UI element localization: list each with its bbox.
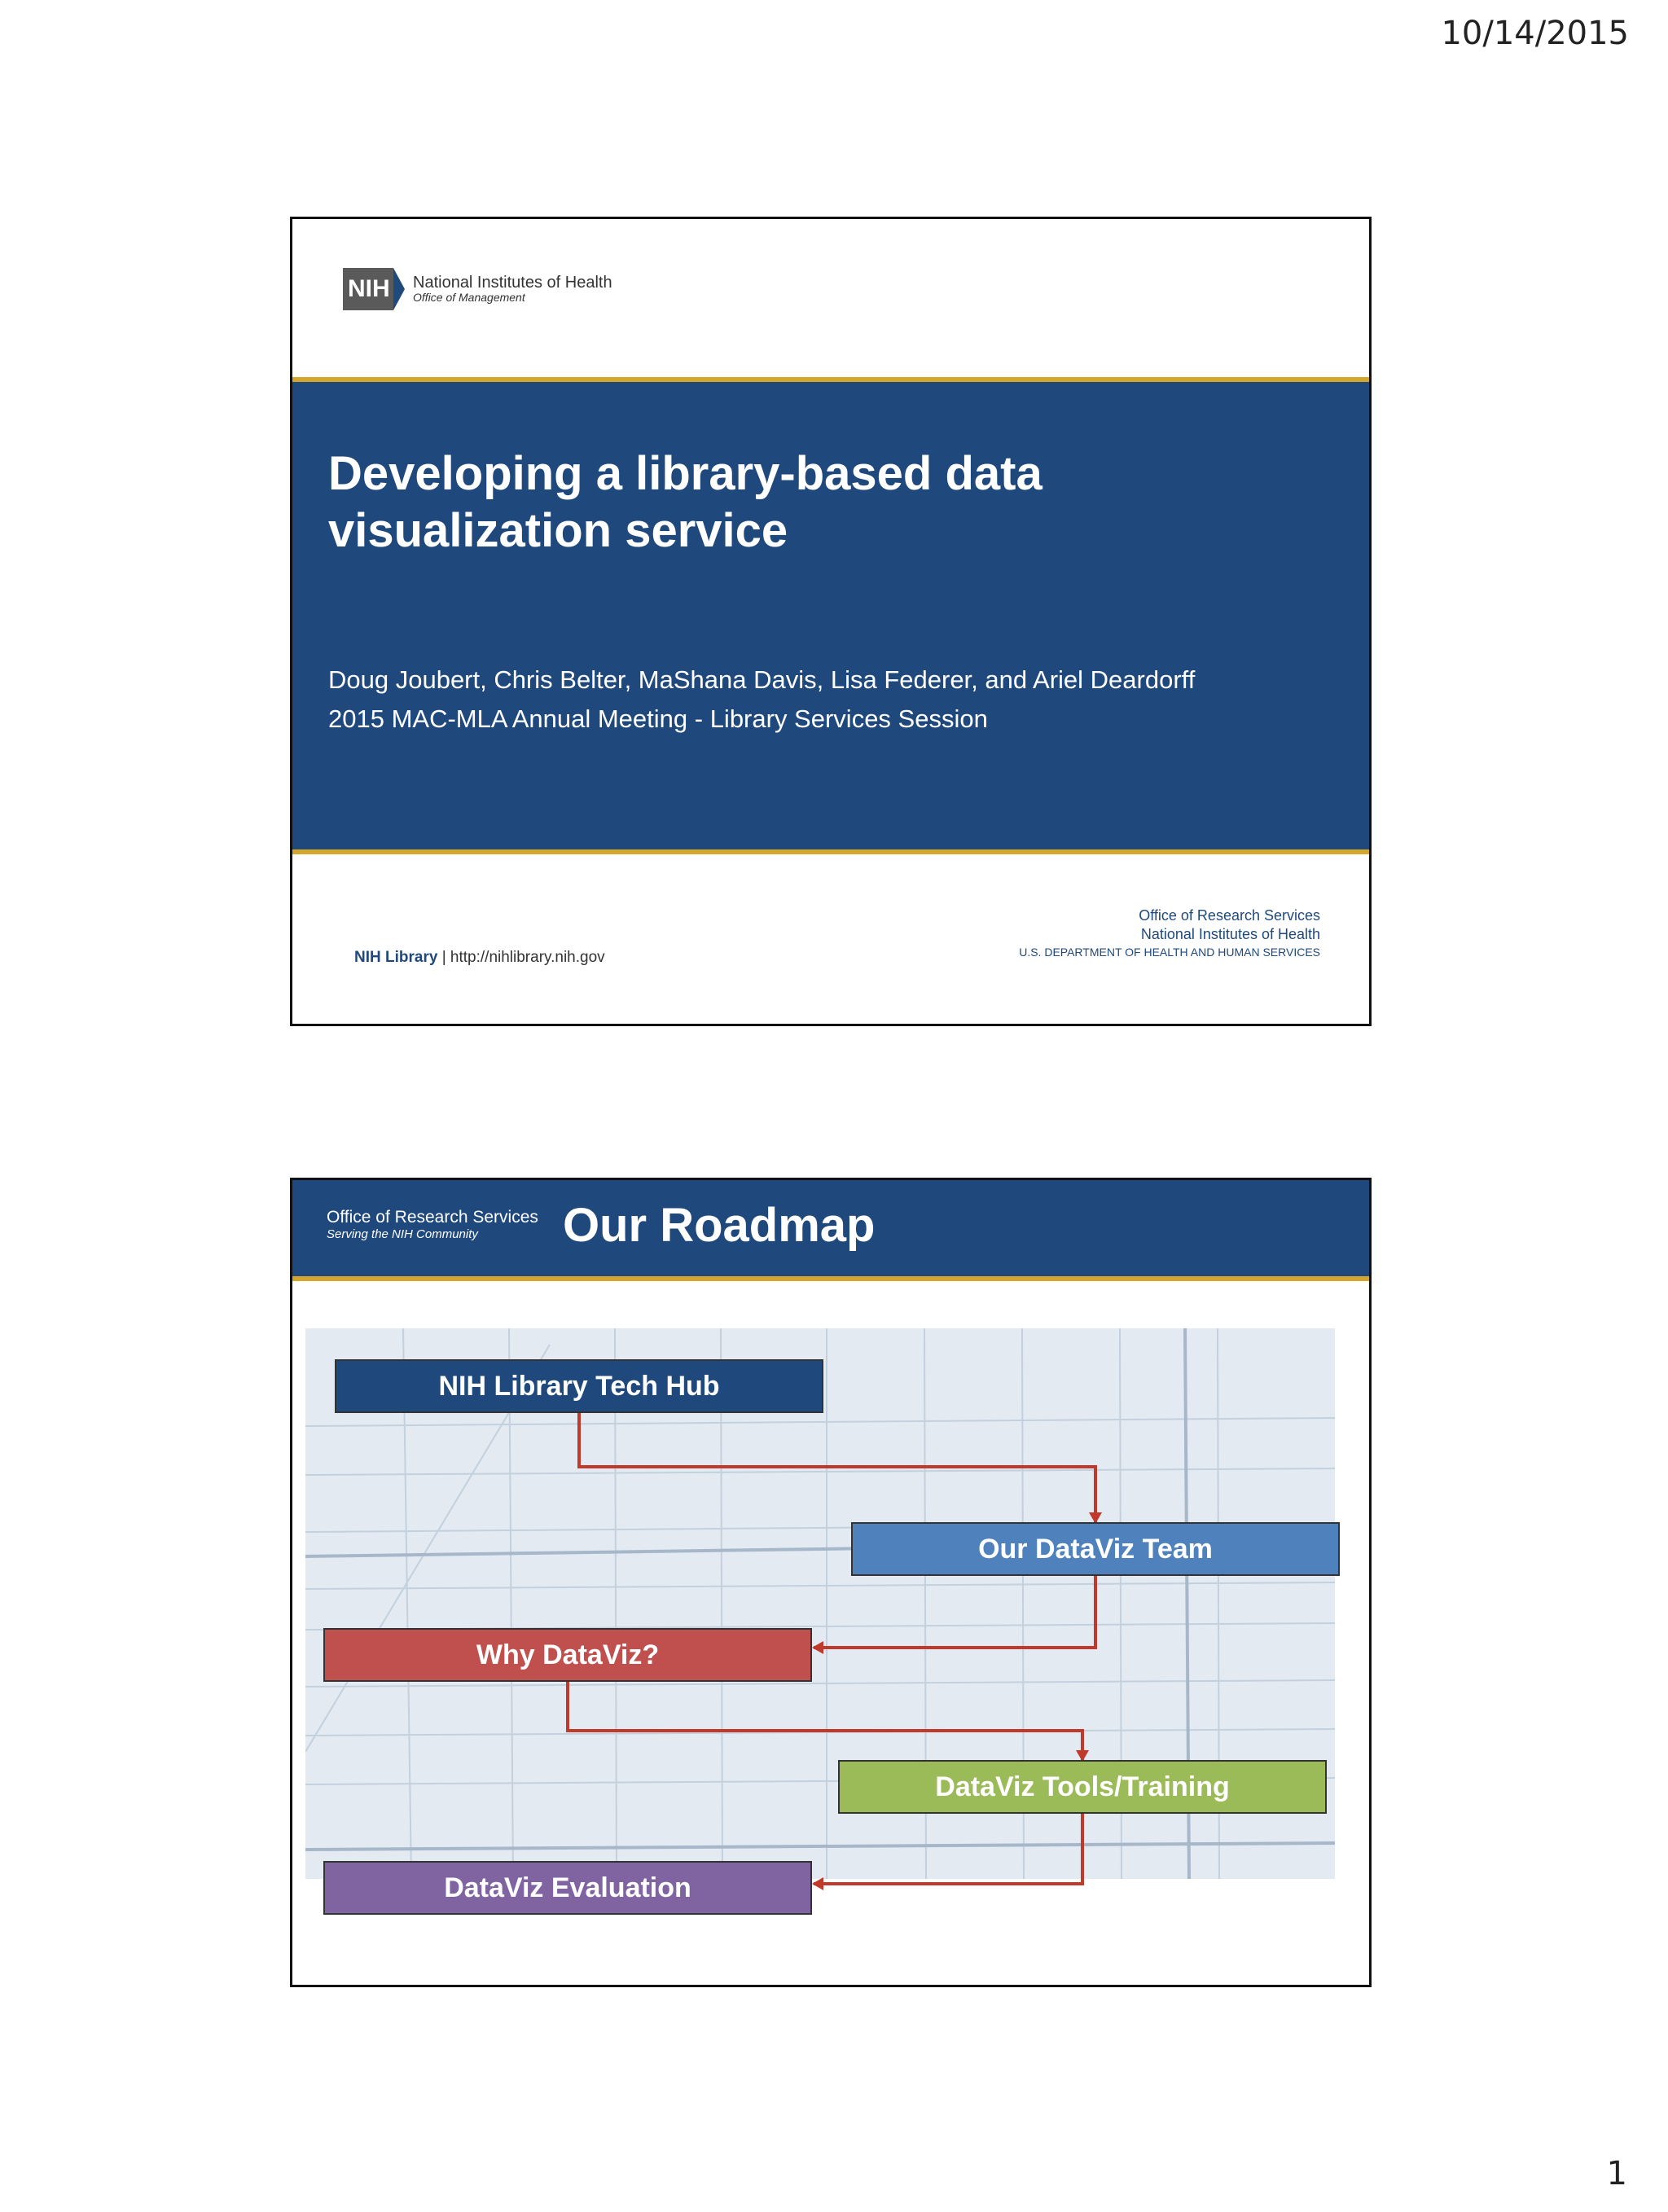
footer-org (1019, 906, 1320, 959)
page-date: 10/14/2015 (1441, 15, 1629, 52)
slide-title: Developing a library-based data visualization service (328, 447, 1042, 557)
page-number: 1 (1606, 2155, 1627, 2192)
step-label: Our DataViz Team (978, 1533, 1213, 1565)
step-label: DataViz Tools/Training (935, 1771, 1230, 1802)
ors-tagline: Serving the NIH Community (327, 1227, 478, 1241)
roadmap-step-dataviz-team (851, 1522, 1340, 1576)
nih-badge: NIH (343, 268, 393, 310)
step-label: DataViz Evaluation (444, 1872, 691, 1903)
ors-title: Office of Research Services (327, 1208, 538, 1227)
dept-line: U.S. DEPARTMENT OF HEALTH AND HUMAN SERVICES (1019, 945, 1320, 959)
nih-logo (343, 268, 612, 310)
roadmap-step-why-dataviz (323, 1628, 812, 1682)
chevron-icon (393, 268, 405, 310)
step-label: Why DataViz? (476, 1639, 660, 1670)
slide-title-page (290, 217, 1372, 1026)
roadmap-step-tech-hub (335, 1359, 823, 1413)
nih-name: National Institutes of Health (413, 274, 612, 292)
roadmap-step-tools-training (838, 1760, 1327, 1814)
org-line: National Institutes of Health (1140, 926, 1320, 943)
library-url: | http://nihlibrary.nih.gov (437, 949, 605, 966)
step-label: NIH Library Tech Hub (438, 1370, 720, 1402)
footer-library (354, 949, 605, 967)
roadmap-step-evaluation (323, 1861, 812, 1915)
slide-roadmap (290, 1178, 1372, 1987)
authors: Doug Joubert, Chris Belter, MaShana Davis, Lisa Federer, and Ariel Deardorff (328, 665, 1196, 694)
roadmap-title: Our Roadmap (563, 1199, 876, 1252)
nih-office: Office of Management (413, 291, 525, 305)
org-line: Office of Research Services (1139, 907, 1320, 924)
meeting-info: 2015 MAC-MLA Annual Meeting - Library Services Session (328, 704, 988, 733)
library-name: NIH Library (354, 949, 438, 966)
title-band (292, 377, 1369, 854)
